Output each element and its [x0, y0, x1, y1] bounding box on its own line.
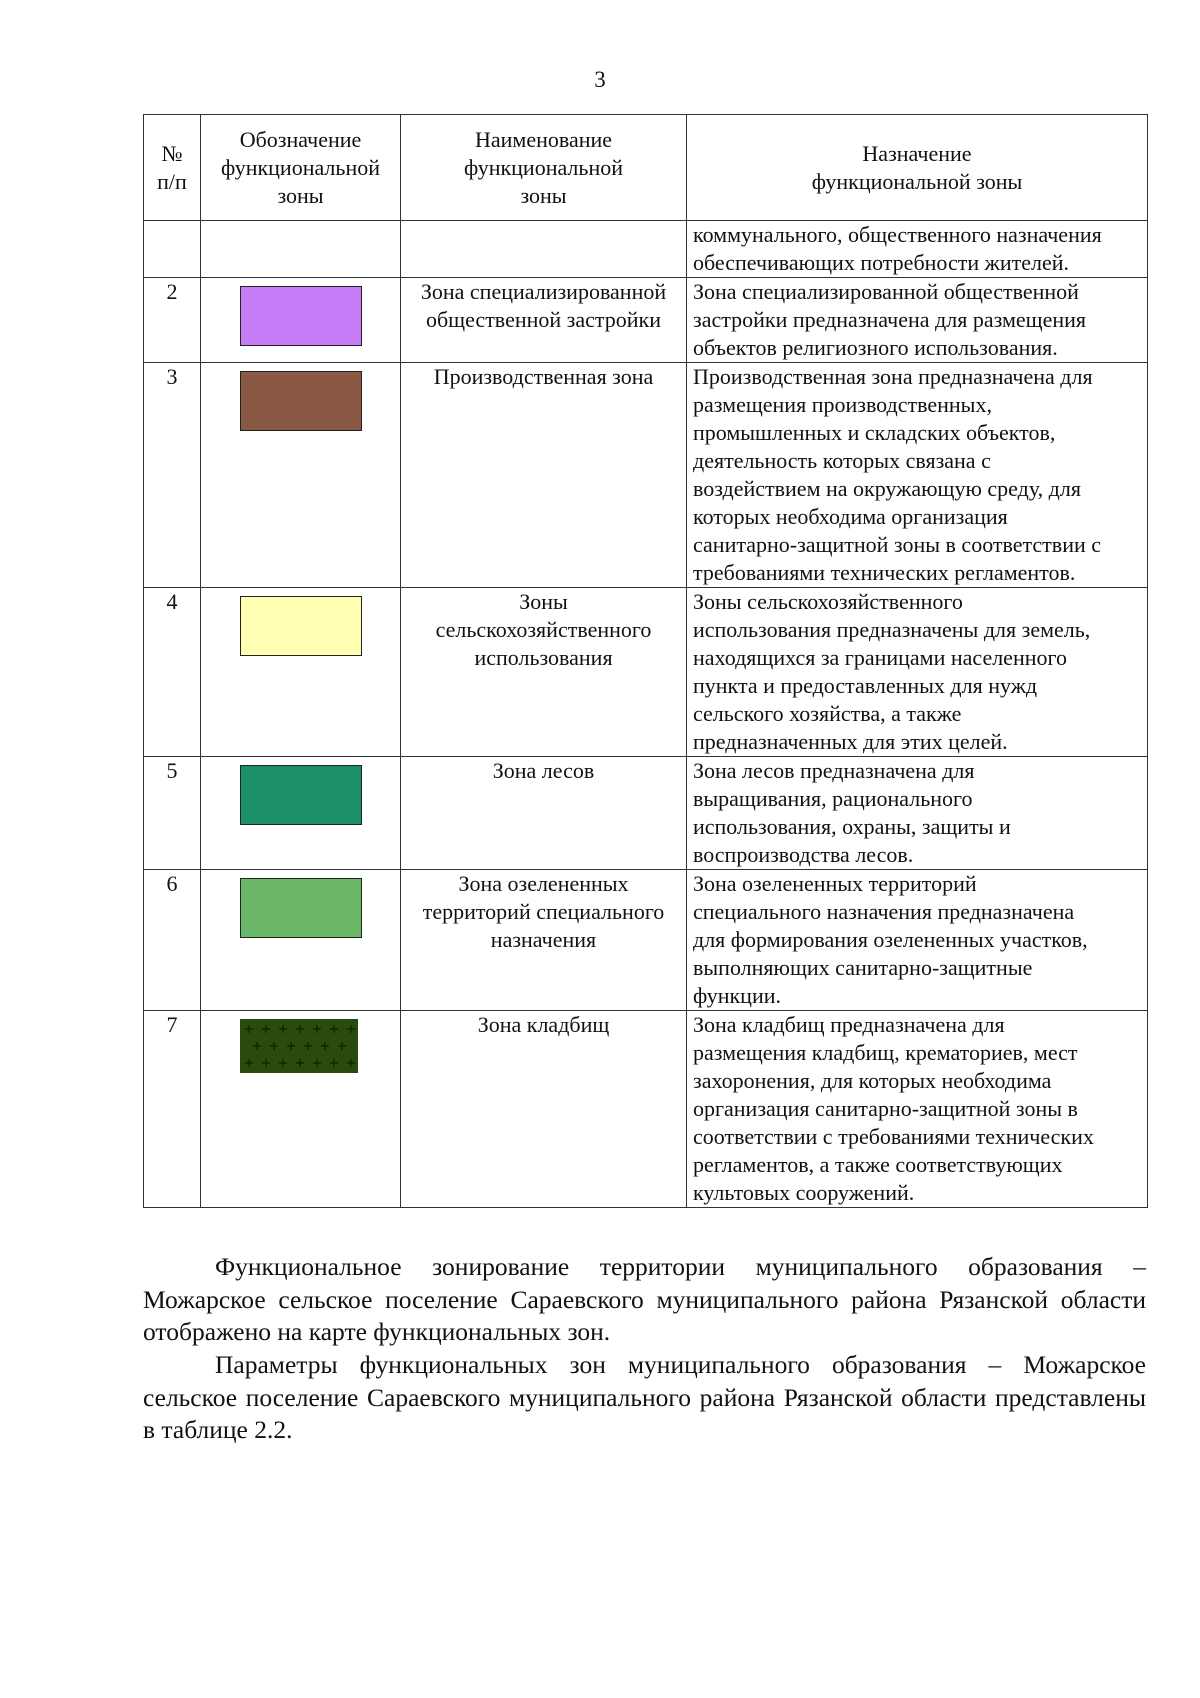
header-purpose: Назначение функциональной зоны — [687, 115, 1148, 221]
zone-purpose-line: размещения производственных, — [693, 392, 992, 417]
zone-purpose-line: использования, охраны, защиты и — [693, 814, 1011, 839]
zone-purpose-line: воспроизводства лесов. — [693, 842, 914, 867]
cell-symbol — [201, 870, 401, 1011]
zone-purpose-line: Зона озелененных территорий — [693, 871, 977, 896]
body-paragraph-zone-parameters: Параметры функциональных зон муниципального образования – Можарское сельское поселение Сараевского муниципального района Рязанской области представлены в таблице 2.2. — [143, 1350, 1146, 1444]
zone-name-line: территорий специального — [422, 899, 665, 924]
zone-purpose-line: выполняющих санитарно-защитные — [693, 955, 1033, 980]
cell-num: 4 — [144, 588, 201, 757]
zone-name-line: Зона кладбищ — [477, 1012, 610, 1037]
cell-purpose — [687, 363, 1148, 588]
cell-num: 2 — [144, 278, 201, 363]
cell-num: 7 — [144, 1011, 201, 1208]
zone-purpose-line: предназначенных для этих целей. — [693, 729, 1008, 754]
zone-purpose-line: санитарно-защитной зоны в соответствии с — [693, 532, 1101, 557]
zone-name-line: назначения — [490, 927, 597, 952]
zone-purpose-line: сельского хозяйства, а также — [693, 701, 962, 726]
zone-purpose-line: Зона лесов предназначена для — [693, 758, 975, 783]
zone-purpose-line: регламентов, а также соответствующих — [693, 1152, 1063, 1177]
cell-purpose — [687, 1011, 1148, 1208]
table-row — [144, 588, 1148, 757]
zone-purpose-line: требованиями технических регламентов. — [693, 560, 1076, 585]
zone-purpose-line: выращивания, рационального — [693, 786, 973, 811]
page-number: 3 — [594, 67, 606, 92]
zone-purpose-line: Зона специализированной общественной — [693, 279, 1079, 304]
zone-purpose-line: деятельность которых связана с — [693, 448, 991, 473]
table-header-row — [144, 115, 1148, 221]
zone-name-line: Производственная зона — [433, 364, 654, 389]
table-row — [144, 278, 1148, 363]
zone-purpose-line: использования предназначены для земель, — [693, 617, 1091, 642]
zone-purpose-line: которых необходима организация — [693, 504, 1008, 529]
zone-purpose-line: объектов религиозного использования. — [693, 335, 1058, 360]
cell-symbol — [201, 757, 401, 870]
zone-purpose-line: специального назначения предназначена — [693, 899, 1075, 924]
cell-name — [401, 221, 687, 278]
table-row — [144, 363, 1148, 588]
zone-purpose-line: воздействием на окружающую среду, для — [693, 476, 1081, 501]
table-row — [144, 757, 1148, 870]
zone-swatch — [240, 286, 362, 346]
body-paragraph-zoning-map: Функциональное зонирование территории муниципального образования – Можарское сельское поселение Сараевского муниципального района Рязанской области отображено на карте функциональных зон. — [143, 1252, 1146, 1346]
cell-purpose — [687, 870, 1148, 1011]
cell-symbol — [201, 363, 401, 588]
table-row-continuation — [144, 221, 1148, 278]
table-row — [144, 1011, 1148, 1208]
zone-name-line: Зоны — [519, 589, 568, 614]
cell-purpose — [687, 278, 1148, 363]
cell-name — [401, 278, 687, 363]
zone-purpose-line: организация санитарно-защитной зоны в — [693, 1096, 1078, 1121]
cell-name — [401, 1011, 687, 1208]
cell-name — [401, 757, 687, 870]
zone-purpose-line: для формирования озелененных участков, — [693, 927, 1088, 952]
zone-purpose-line: застройки предназначена для размещения — [693, 307, 1087, 332]
zone-purpose-line: захоронения, для которых необходима — [693, 1068, 1052, 1093]
cell-num: 5 — [144, 757, 201, 870]
cell-name — [401, 870, 687, 1011]
header-symbol: Обозначение функциональной зоны — [201, 115, 401, 221]
zone-purpose-line: культовых сооружений. — [693, 1180, 915, 1205]
cell-symbol — [201, 221, 401, 278]
header-num: № п/п — [144, 115, 201, 221]
zone-purpose-line: находящихся за границами населенного — [693, 645, 1067, 670]
zone-purpose-line: Производственная зона предназначена для — [693, 364, 1093, 389]
cell-num: 6 — [144, 870, 201, 1011]
cell-purpose — [687, 757, 1148, 870]
zone-purpose-line: Зоны сельскохозяйственного — [693, 589, 963, 614]
cell-num — [144, 221, 201, 278]
zone-purpose-line: Зона кладбищ предназначена для — [693, 1012, 1005, 1037]
zone-name-line: общественной застройки — [425, 307, 661, 332]
zone-swatch — [240, 596, 362, 656]
zone-name-line: использования — [474, 645, 613, 670]
table-row — [144, 870, 1148, 1011]
zone-purpose-line: функции. — [693, 983, 781, 1008]
cell-symbol — [201, 588, 401, 757]
zone-swatch — [240, 1019, 358, 1073]
cell-name — [401, 588, 687, 757]
zone-name-line: Зона лесов — [492, 758, 595, 783]
header-name: Наименование функциональной зоны — [401, 115, 687, 221]
cell-symbol — [201, 1011, 401, 1208]
zone-purpose-line: размещения кладбищ, крематориев, мест — [693, 1040, 1078, 1065]
zone-swatch — [240, 371, 362, 431]
zone-purpose-line: пункта и предоставленных для нужд — [693, 673, 1038, 698]
zone-swatch — [240, 878, 362, 938]
zone-purpose-line: соответствии с требованиями технических — [693, 1124, 1094, 1149]
cell-num: 3 — [144, 363, 201, 588]
cell-name — [401, 363, 687, 588]
cell-purpose: коммунального, общественного назначения обеспечивающих потребности жителей. — [687, 221, 1148, 278]
zone-name-line: сельскохозяйственного — [435, 617, 652, 642]
zone-name-line: Зона озелененных — [458, 871, 629, 896]
zone-name-line: Зона специализированной — [420, 279, 667, 304]
cell-purpose — [687, 588, 1148, 757]
cell-symbol — [201, 278, 401, 363]
zone-purpose-line: промышленных и складских объектов, — [693, 420, 1056, 445]
zone-swatch — [240, 765, 362, 825]
functional-zones-table — [143, 114, 1148, 1208]
